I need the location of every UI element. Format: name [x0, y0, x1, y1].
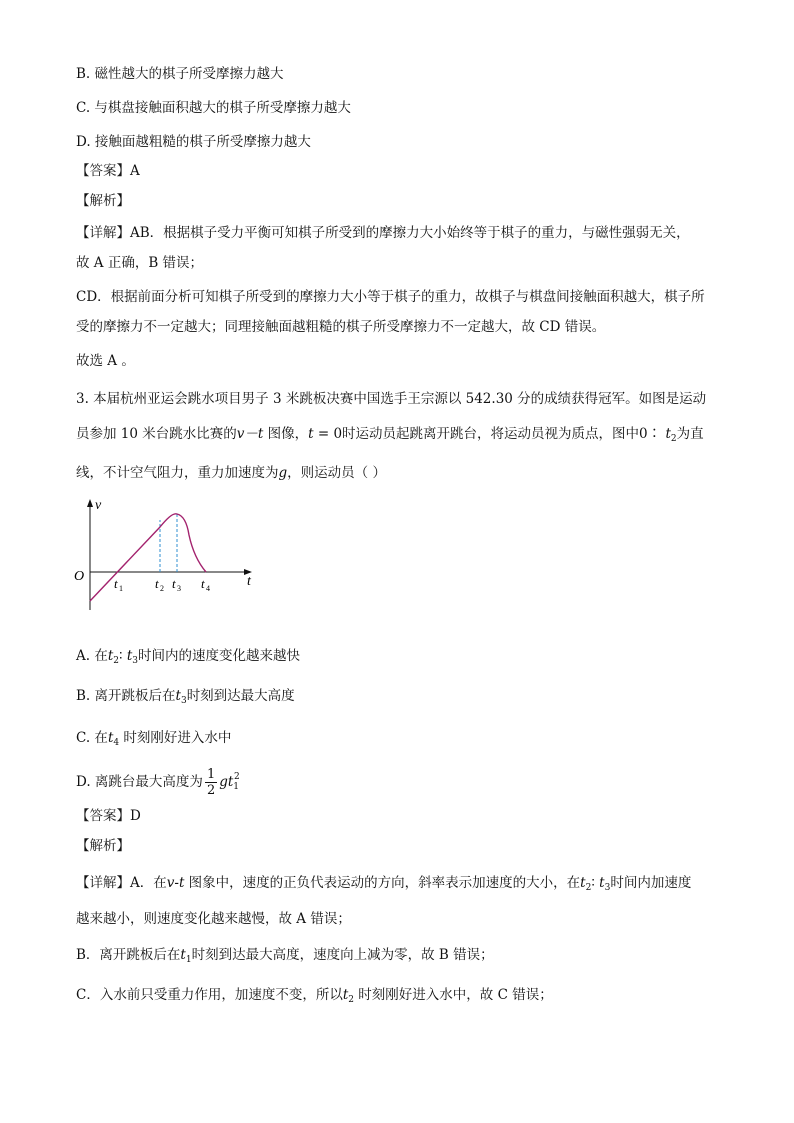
svg-text:t: t — [114, 576, 118, 591]
option-b-q3: B. 离开跳板后在$t_3$时刻到达最大高度 — [76, 688, 295, 706]
tick-t3 — [172, 576, 181, 593]
q3-stem-line2: 员参加 10 米台跳水比赛的v－t 图像，t = 0时运动员起跳离开跳台，将运动员视为质点，图中0∶ $t_2$为直 — [76, 426, 704, 444]
x-axis-label: t — [247, 574, 251, 589]
detail-q2-line2: 故 A 正确，B 错误； — [76, 255, 204, 271]
option-b-q2: B. 磁性越大的棋子所受摩擦力越大 — [76, 66, 284, 82]
answer-q2 — [76, 161, 140, 181]
detail-q2-line5: 故选 A 。 — [76, 353, 135, 369]
q3-stem-line1: 3. 本届杭州亚运会跳水项目男子 3 米跳板决赛中国选手王宗源以 542.30 分的成绩获得冠军。如图是运动 — [76, 391, 707, 407]
q3-stem-line3: 线，不计空气阻力，重力加速度为g，则运动员（ ） — [76, 465, 386, 481]
svg-text:1: 1 — [119, 584, 123, 593]
fraction-one-half: $\frac{1}{2}$ — [206, 767, 216, 798]
answer-value: A — [130, 163, 140, 179]
vt-curve — [90, 514, 206, 601]
detail-q2-line4: 受的摩擦力不一定越大；同理接触面越粗糙的棋子所受摩擦力不一定越大，故 CD 错误。 — [76, 319, 606, 335]
y-axis-label: v — [95, 498, 102, 513]
svg-text:4: 4 — [206, 584, 210, 593]
detail-q2-line3: CD．根据前面分析可知棋子所受到的摩擦力大小等于棋子的重力，故棋子与棋盘间接触面积越大，棋子所 — [76, 289, 705, 305]
svg-text:t: t — [201, 576, 205, 591]
y-axis-arrow — [87, 499, 93, 507]
option-a-q3: A. 在$t_2∶$ $t_3$时间内的速度变化越来越快 — [76, 648, 300, 666]
detail-q2-line1: 【详解】AB．根据棋子受力平衡可知棋子所受到的摩擦力大小始终等于棋子的重力，与磁性强弱无关， — [76, 225, 690, 241]
analysis-label-q3: 【解析】 — [76, 838, 130, 854]
option-d-q3: D. 离跳台最大高度为 $\frac{1}{2}$ $gt_1^2$ — [76, 767, 240, 798]
svg-text:t: t — [172, 576, 176, 591]
detail-q3-line1: 【详解】A．在v-t 图象中，速度的正负代表运动的方向，斜率表示加速度的大小，在$t_2∶$ $t_3$时间内加速度 — [76, 875, 692, 893]
svg-text:3: 3 — [177, 584, 181, 593]
answer-label: 【答案】 — [76, 163, 130, 179]
option-c-q2: C. 与棋盘接触面积越大的棋子所受摩擦力越大 — [76, 100, 351, 116]
detail-q3-line4: C．入水前只受重力作用，加速度不变，所以$t_2$ 时刻刚好进入水中，故 C 错误； — [76, 987, 553, 1005]
option-d-q2: D. 接触面越粗糙的棋子所受摩擦力越大 — [76, 134, 311, 150]
detail-q3-line3: B．离开跳板后在$t_1$时刻到达最大高度，速度向上减为零，故 B 错误； — [76, 947, 494, 965]
analysis-label-q2: 【解析】 — [76, 193, 130, 209]
tick-t2 — [155, 576, 164, 593]
detail-label: 【详解】 — [76, 225, 130, 241]
option-c-q3: C. 在$t_4$ 时刻刚好进入水中 — [76, 730, 232, 748]
answer-q3: 【答案】D — [76, 808, 141, 824]
tick-t4 — [201, 576, 210, 593]
svg-text:2: 2 — [160, 584, 164, 593]
svg-text:t: t — [155, 576, 159, 591]
origin-label: O — [74, 569, 85, 584]
vt-graph — [70, 490, 270, 620]
detail-q3-line2: 越来越小，则速度变化越来越慢，故 A 错误； — [76, 911, 351, 927]
tick-t1 — [114, 576, 123, 593]
